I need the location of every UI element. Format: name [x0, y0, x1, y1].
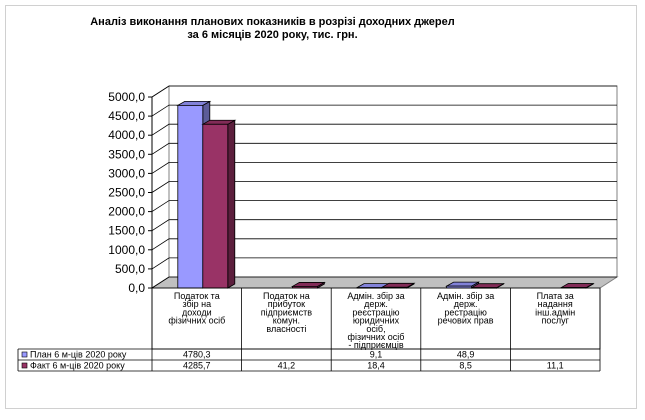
data-label: 41,2 [277, 360, 296, 371]
x-category-label: інш.адмін [535, 307, 576, 318]
bar-fact-front [203, 124, 228, 288]
x-category-label: Податок та [173, 291, 220, 301]
legend-label: Факт 6 м-ців 2020 року [30, 360, 125, 371]
x-category-label: реєстрацію [352, 307, 400, 318]
y-tick-label: 2500,0 [108, 185, 145, 200]
data-label: 18,4 [367, 360, 385, 371]
y-tick-label: 500,0 [114, 261, 145, 276]
x-category-label: підприємств [260, 307, 313, 318]
x-category-label: прибуток [267, 299, 306, 310]
x-category-label: - підприємців [348, 340, 404, 351]
x-category-label: збір на [182, 299, 212, 310]
x-category-label: Адмін. збір за [436, 291, 495, 301]
y-tick-label: 4000,0 [108, 128, 145, 143]
bar-fact [292, 282, 324, 288]
y-tick-label: 3500,0 [108, 147, 145, 162]
data-label: 8,5 [459, 360, 472, 371]
x-category-label: Адмін. збір за [347, 291, 405, 301]
y-tick-label: 1000,0 [108, 242, 145, 257]
legend-key [22, 363, 27, 368]
y-tick-label: 4500,0 [108, 109, 145, 124]
x-category-label: надання [537, 299, 573, 310]
legend-key [22, 352, 27, 357]
x-category-label: фізичних осіб [168, 315, 226, 326]
y-tick-label: 1500,0 [108, 223, 145, 238]
y-tick-label: 2000,0 [108, 204, 145, 219]
x-category-label: доходи [181, 307, 212, 318]
bar-plan-front [178, 105, 203, 288]
y-tick-label: 0,0 [128, 281, 145, 295]
x-category-label: осіб, [366, 323, 386, 334]
bar-fact-side [228, 120, 235, 288]
x-category-label: комун. [272, 315, 301, 326]
x-category-label: Плата за [536, 291, 574, 301]
x-category-label: речових прав [437, 315, 494, 326]
data-label: 11,1 [546, 360, 564, 371]
x-category-label: послуг [541, 315, 569, 326]
y-tick-label: 3000,0 [108, 166, 145, 181]
x-category-label: Податок на [263, 291, 310, 301]
y-tick-label: 5000,0 [108, 90, 145, 104]
x-category-label: власності [266, 323, 307, 334]
x-category-label: держ. [364, 299, 388, 310]
data-label: 4285,7 [183, 360, 211, 371]
bar-fact [203, 120, 235, 288]
x-category-label: юридичних [352, 315, 400, 326]
data-label: 4780,3 [183, 349, 211, 360]
chart-title-line-2: за 6 місяців 2020 року, тис. грн. [187, 29, 358, 41]
data-label: 48,9 [456, 349, 475, 360]
chart-title-line-1: Аналіз виконання планових показників в розрізі доходних джерел [90, 16, 455, 28]
data-label: 9,1 [369, 349, 383, 360]
x-category-label: фізичних осіб [347, 332, 405, 342]
legend-label: План 6 м-ців 2020 року [30, 349, 127, 360]
x-category-label: держ. [453, 299, 478, 310]
x-category-label: рестрацію [444, 307, 487, 318]
